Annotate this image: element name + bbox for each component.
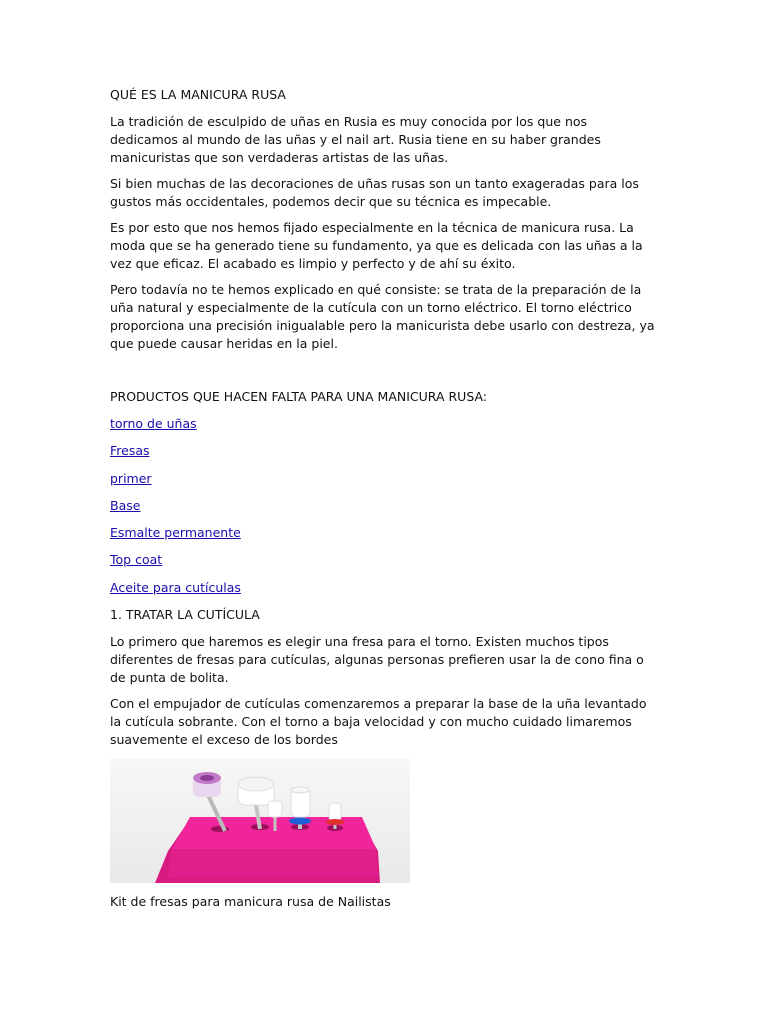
paragraph: Lo primero que haremos es elegir una fresa para el torno. Existen muchos tipos diferentes de fresas para cutículas, algunas personas prefieren usar la de cono fina o de punta de bolita. xyxy=(110,634,644,686)
paragraph: La tradición de esculpido de uñas en Rusia es muy conocida por los que nos dedicamos al mundo de las uñas y el nail art. Rusia tiene en su haber grandes manicuristas que son verdaderas artistas de las uñas. xyxy=(110,114,601,165)
link-top-coat[interactable]: Top coat xyxy=(110,552,163,568)
paragraph: Pero todavía no te hemos explicado en qué consiste: se trata de la preparación de la uña natural y especialmente de la cutícula con un torno eléctrico. El torno eléctrico proporciona una precisión inigualable pero la manicurista debe usarlo con destreza, ya que puede causar heridas en la piel. xyxy=(110,282,655,351)
link-aceite-cuticulas[interactable]: Aceite para cutículas xyxy=(110,579,241,595)
list-item xyxy=(110,579,658,597)
paragraph: Si bien muchas de las decoraciones de uñas rusas son un tanto exageradas para los gustos más occidentales, podemos decir que su técnica es impecable. xyxy=(110,176,639,209)
link-fresas[interactable]: Fresas xyxy=(110,443,150,459)
list-item xyxy=(110,524,658,542)
list-item xyxy=(110,551,658,569)
list-item xyxy=(110,497,658,515)
drill-bit-kit-illustration xyxy=(110,759,410,883)
section-heading-productos: PRODUCTOS QUE HACEN FALTA PARA UNA MANICURA RUSA: xyxy=(110,389,488,404)
section-heading-manicura-rusa: QUÉ ES LA MANICURA RUSA xyxy=(110,87,286,102)
paragraph: Es por esto que nos hemos fijado especialmente en la técnica de manicura rusa. La moda que se ha generado tiene su fundamento, ya que es delicada con las uñas a la vez que eficaz. El acabado es limpio y perfecto y de ahí su éxito. xyxy=(110,220,643,271)
link-primer[interactable]: primer xyxy=(110,470,152,486)
product-link-list xyxy=(110,415,658,597)
section-heading-tratar-cuticula: 1. TRATAR LA CUTÍCULA xyxy=(110,607,260,623)
drill-bit-kit-photo xyxy=(110,759,410,883)
list-item xyxy=(110,442,658,460)
list-item xyxy=(110,470,658,488)
photo-caption: Kit de fresas para manicura rusa de Nailistas xyxy=(110,894,391,910)
link-torno[interactable]: torno de uñas xyxy=(110,416,197,431)
paragraph: Con el empujador de cutículas comenzaremos a preparar la base de la uña levantado la cutícula sobrante. Con el torno a baja velocidad y con mucho cuidado limaremos suavemente el exceso de los bordes xyxy=(110,696,647,748)
list-item xyxy=(110,415,658,433)
link-esmalte-permanente[interactable]: Esmalte permanente xyxy=(110,525,241,541)
document-body xyxy=(110,86,658,911)
link-base[interactable]: Base xyxy=(110,497,141,513)
